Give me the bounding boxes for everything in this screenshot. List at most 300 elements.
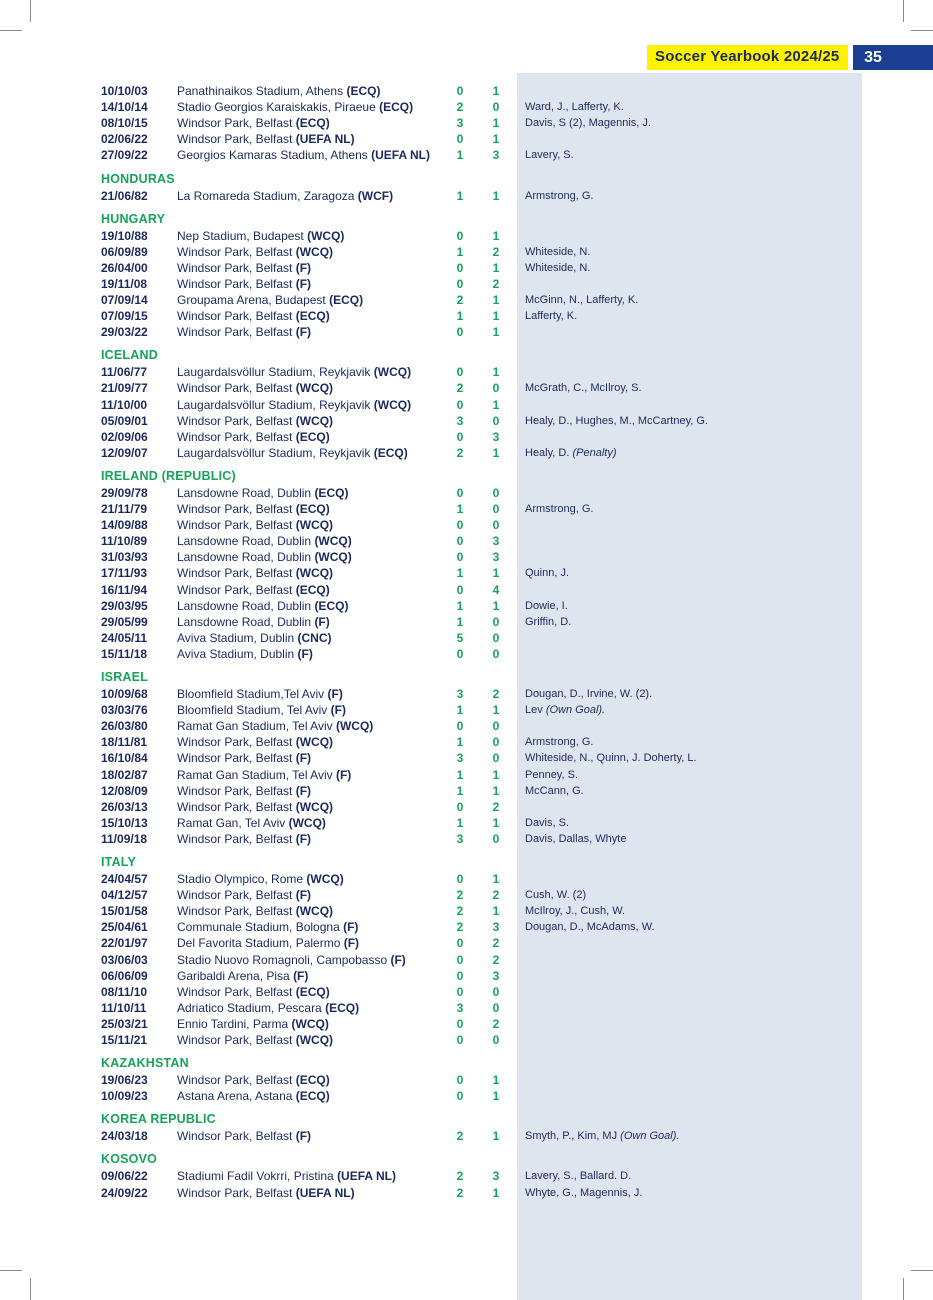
- score-opponent: 0: [492, 413, 500, 428]
- score-opponent: 0: [492, 502, 500, 516]
- score-northern-ireland: 0: [456, 1073, 464, 1088]
- country-heading: ITALY: [101, 855, 137, 869]
- match-row: [0, 533, 933, 549]
- match-venue: Lansdowne Road, Dublin (ECQ): [177, 485, 349, 500]
- score-northern-ireland: 0: [456, 1016, 464, 1031]
- goal-scorers: Armstrong, G.: [525, 503, 594, 515]
- match-row: [0, 686, 933, 702]
- competition-code: (WCQ): [295, 904, 334, 919]
- match-venue: Adriatico Stadium, Pescara (ECQ): [177, 1000, 360, 1015]
- match-row: [0, 485, 933, 501]
- match-venue: Ramat Gan Stadium, Tel Aviv (F): [177, 767, 352, 782]
- score-opponent: 0: [492, 381, 500, 396]
- match-date: 29/09/78: [101, 485, 148, 500]
- match-row: [0, 871, 933, 887]
- match-venue: Garibaldi Arena, Pisa (F): [177, 968, 309, 983]
- goal-scorers: Healy, D. (Penalty): [525, 446, 617, 459]
- competition-code: (F): [343, 920, 359, 935]
- score-northern-ireland: 2: [456, 100, 464, 115]
- match-date: 29/03/22: [101, 325, 148, 340]
- match-venue: Windsor Park, Belfast (F): [177, 751, 312, 766]
- score-opponent: 1: [492, 703, 500, 718]
- competition-code: (ECQ): [329, 293, 364, 307]
- match-venue: Windsor Park, Belfast (WCQ): [177, 566, 334, 581]
- match-row: [0, 549, 933, 565]
- match-date: 19/06/23: [101, 1073, 148, 1088]
- match-venue: Lansdowne Road, Dublin (WCQ): [177, 550, 352, 565]
- page-number: 35: [864, 49, 882, 66]
- score-opponent: 1: [492, 783, 500, 798]
- match-date: 11/09/18: [101, 831, 148, 846]
- competition-code: (F): [295, 831, 312, 846]
- match-venue: Bloomfield Stadium, Tel Aviv (F): [177, 703, 346, 718]
- match-venue: Windsor Park, Belfast (ECQ): [177, 502, 330, 516]
- match-row: [0, 260, 933, 276]
- match-row: [0, 292, 933, 308]
- score-opponent: 2: [492, 888, 500, 903]
- score-northern-ireland: 0: [456, 429, 464, 444]
- competition-code: (ECQ): [295, 1073, 330, 1088]
- match-row: [0, 935, 933, 951]
- country-heading: IRELAND (REPUBLIC): [101, 468, 236, 483]
- competition-code: (WCQ): [314, 534, 352, 549]
- score-northern-ireland: 1: [456, 188, 464, 203]
- score-northern-ireland: 1: [456, 148, 464, 163]
- score-northern-ireland: 0: [456, 485, 464, 500]
- score-opponent: 1: [492, 397, 500, 412]
- match-date: 15/11/18: [101, 646, 148, 661]
- score-opponent: 0: [492, 831, 500, 846]
- competition-code: (ECQ): [295, 582, 330, 597]
- score-opponent: 1: [492, 1185, 500, 1200]
- goal-scorers: Penney, S.: [525, 768, 578, 781]
- competition-code: (WCQ): [373, 397, 412, 412]
- match-row: [0, 501, 933, 517]
- match-venue: Ennio Tardini, Parma (WCQ): [177, 1016, 329, 1031]
- match-row: [0, 1088, 933, 1104]
- competition-code: (ECQ): [295, 502, 330, 516]
- score-northern-ireland: 0: [456, 518, 464, 533]
- competition-code: (UEFA NL): [295, 132, 355, 147]
- score-opponent: 3: [492, 550, 500, 565]
- competition-code: (WCQ): [288, 815, 326, 830]
- goal-scorers: Lafferty, K.: [525, 310, 578, 323]
- match-venue: Lansdowne Road, Dublin (F): [177, 614, 330, 629]
- score-northern-ireland: 2: [456, 920, 464, 935]
- competition-code: (ECQ): [295, 429, 330, 444]
- match-date: 25/04/61: [101, 920, 148, 935]
- match-venue: Panathinaikos Stadium, Athens (ECQ): [177, 84, 381, 98]
- score-opponent: 3: [492, 429, 500, 444]
- score-opponent: 1: [492, 116, 500, 131]
- competition-code: (ECQ): [379, 100, 414, 115]
- crop-mark: [903, 0, 904, 22]
- match-venue: Communale Stadium, Bologna (F): [177, 920, 359, 935]
- goal-scorers: Quinn, J.: [525, 567, 570, 580]
- score-opponent: 2: [492, 244, 500, 259]
- match-date: 08/11/10: [101, 984, 148, 999]
- competition-code: (WCQ): [291, 1016, 329, 1031]
- match-date: 27/09/22: [101, 148, 148, 163]
- score-northern-ireland: 1: [456, 244, 464, 259]
- match-venue: Laugardalsvöllur Stadium, Reykjavik (ECQ): [177, 445, 408, 460]
- score-northern-ireland: 0: [456, 968, 464, 983]
- match-row: [0, 324, 933, 340]
- crop-mark: [903, 1278, 904, 1300]
- country-heading: KOREA REPUBLIC: [101, 1112, 216, 1127]
- goal-scorers: Griffin, D.: [525, 615, 572, 628]
- match-row: [0, 445, 933, 461]
- competition-code: (WCQ): [295, 518, 334, 533]
- match-venue: Del Favorita Stadium, Palermo (F): [177, 936, 360, 951]
- match-venue: Windsor Park, Belfast (F): [177, 260, 312, 275]
- goal-scorers: Whiteside, N.: [525, 245, 591, 258]
- goal-scorers: Ward, J., Lafferty, K.: [525, 101, 624, 114]
- score-opponent: 0: [492, 646, 500, 661]
- match-date: 25/03/21: [101, 1016, 148, 1031]
- competition-code: (F): [297, 646, 313, 661]
- match-date: 18/11/81: [101, 735, 148, 750]
- match-row: [0, 380, 933, 396]
- match-venue: Aviva Stadium, Dublin (CNC): [177, 630, 332, 645]
- score-northern-ireland: 0: [456, 397, 464, 412]
- competition-code: (UEFA NL): [337, 1169, 396, 1184]
- match-date: 06/09/89: [101, 244, 148, 259]
- match-venue: Windsor Park, Belfast (F): [177, 888, 312, 903]
- score-opponent: 1: [492, 228, 500, 243]
- competition-code: (ECQ): [325, 1000, 360, 1015]
- match-date: 24/03/18: [101, 1129, 148, 1144]
- match-date: 15/10/13: [101, 815, 148, 830]
- match-venue: Windsor Park, Belfast (UEFA NL): [177, 1185, 355, 1200]
- goal-scorers: Whiteside, N., Quinn, J. Doherty, L.: [525, 752, 697, 765]
- match-date: 29/05/99: [101, 614, 148, 629]
- score-opponent: 2: [492, 799, 500, 814]
- score-opponent: 1: [492, 1073, 500, 1088]
- goal-scorers: Davis, Dallas, Whyte: [525, 832, 627, 845]
- match-date: 06/06/09: [101, 968, 148, 983]
- crop-mark: [0, 30, 22, 31]
- match-venue: Stadio Nuovo Romagnoli, Campobasso (F): [177, 952, 406, 967]
- match-date: 14/10/14: [101, 100, 148, 115]
- score-opponent: 2: [492, 1016, 500, 1031]
- competition-code: (ECQ): [295, 1089, 330, 1104]
- goal-scorers: Dougan, D., Irvine, W. (2).: [525, 688, 653, 700]
- match-row: [0, 630, 933, 646]
- score-northern-ireland: 3: [456, 1000, 464, 1015]
- match-date: 10/10/03: [101, 84, 148, 98]
- country-heading: KAZAKHSTAN: [101, 1056, 189, 1071]
- competition-code: (WCQ): [373, 365, 412, 380]
- score-northern-ireland: 3: [456, 831, 464, 846]
- goal-scorers: Smyth, P., Kim, MJ (Own Goal).: [525, 1130, 680, 1143]
- page-header-title: Soccer Yearbook 2024/25: [655, 48, 840, 65]
- competition-code: (WCQ): [314, 550, 352, 565]
- crop-mark: [911, 30, 933, 31]
- score-northern-ireland: 2: [456, 293, 464, 307]
- score-opponent: 1: [492, 260, 500, 275]
- score-opponent: 2: [492, 276, 500, 291]
- goal-scorers: Davis, S.: [525, 816, 570, 829]
- match-venue: Windsor Park, Belfast (F): [177, 325, 312, 340]
- score-northern-ireland: 1: [456, 703, 464, 718]
- match-row: [0, 83, 933, 99]
- match-row: [0, 1128, 933, 1144]
- score-opponent: 3: [492, 534, 500, 549]
- competition-code: (WCQ): [307, 228, 345, 243]
- score-northern-ireland: 1: [456, 783, 464, 798]
- match-date: 09/06/22: [101, 1169, 148, 1184]
- score-opponent: 1: [492, 325, 500, 340]
- match-date: 19/10/88: [101, 228, 148, 243]
- match-date: 03/06/03: [101, 952, 148, 967]
- match-row: [0, 99, 933, 115]
- goal-scorers: Dowie, I.: [525, 599, 568, 612]
- score-opponent: 0: [492, 1033, 500, 1047]
- goal-scorers: McIlroy, J., Cush, W.: [525, 905, 626, 918]
- match-venue: Groupama Arena, Budapest (ECQ): [177, 293, 364, 307]
- score-northern-ireland: 0: [456, 325, 464, 340]
- score-northern-ireland: 1: [456, 502, 464, 516]
- match-venue: Windsor Park, Belfast (WCQ): [177, 518, 334, 533]
- match-date: 04/12/57: [101, 888, 148, 903]
- score-northern-ireland: 0: [456, 646, 464, 661]
- score-opponent: 2: [492, 687, 500, 701]
- match-venue: Windsor Park, Belfast (WCQ): [177, 904, 334, 919]
- goal-scorers: Healy, D., Hughes, M., McCartney, G.: [525, 414, 708, 427]
- score-northern-ireland: 0: [456, 276, 464, 291]
- match-date: 21/11/79: [101, 502, 148, 516]
- match-date: 10/09/68: [101, 687, 148, 701]
- goal-scorers: Whyte, G., Magennis, J.: [525, 1186, 643, 1199]
- match-row: [0, 952, 933, 968]
- match-venue: La Romareda Stadium, Zaragoza (WCF): [177, 188, 394, 203]
- competition-code: (ECQ): [295, 984, 330, 999]
- score-opponent: 2: [492, 952, 500, 967]
- match-date: 11/10/89: [101, 534, 148, 549]
- match-row: [0, 1072, 933, 1088]
- match-venue: Windsor Park, Belfast (WCQ): [177, 799, 334, 814]
- crop-mark: [911, 1270, 933, 1271]
- score-northern-ireland: 2: [456, 381, 464, 396]
- match-venue: Laugardalsvöllur Stadium, Reykjavik (WCQ): [177, 365, 412, 380]
- score-opponent: 1: [492, 598, 500, 613]
- competition-code: (UEFA NL): [295, 1185, 355, 1200]
- score-northern-ireland: 2: [456, 1185, 464, 1200]
- competition-code: (F): [295, 260, 312, 275]
- score-northern-ireland: 2: [456, 1169, 464, 1184]
- match-venue: Windsor Park, Belfast (ECQ): [177, 309, 330, 324]
- competition-code: (WCQ): [295, 244, 334, 259]
- score-opponent: 1: [492, 872, 500, 886]
- score-opponent: 3: [492, 920, 500, 935]
- match-date: 21/06/82: [101, 188, 148, 203]
- score-opponent: 1: [492, 365, 500, 380]
- match-venue: Windsor Park, Belfast (WCQ): [177, 381, 334, 396]
- score-opponent: 1: [492, 84, 500, 98]
- goal-scorers: Lavery, S., Ballard. D.: [525, 1170, 632, 1183]
- match-row: [0, 276, 933, 292]
- scorer-note: (Penalty): [572, 446, 617, 459]
- score-northern-ireland: 3: [456, 751, 464, 766]
- competition-code: (F): [390, 952, 406, 967]
- match-row: [0, 815, 933, 831]
- score-northern-ireland: 0: [456, 365, 464, 380]
- match-venue: Georgios Kamaras Stadium, Athens (UEFA NL): [177, 148, 430, 163]
- score-northern-ireland: 5: [456, 630, 464, 645]
- match-venue: Windsor Park, Belfast (F): [177, 276, 312, 291]
- goal-scorers: Lavery, S.: [525, 149, 574, 162]
- match-date: 16/10/84: [101, 751, 148, 766]
- crop-mark: [30, 0, 31, 22]
- score-opponent: 1: [492, 293, 500, 307]
- match-row: [0, 1000, 933, 1016]
- match-row: [0, 565, 933, 581]
- match-date: 12/09/07: [101, 445, 148, 460]
- score-northern-ireland: 1: [456, 735, 464, 750]
- competition-code: (F): [335, 767, 352, 782]
- country-heading: ISRAEL: [101, 670, 149, 684]
- match-venue: Windsor Park, Belfast (F): [177, 1129, 312, 1144]
- score-northern-ireland: 0: [456, 84, 464, 98]
- score-northern-ireland: 0: [456, 984, 464, 999]
- match-row: [0, 887, 933, 903]
- goal-scorers: McGinn, N., Lafferty, K.: [525, 294, 639, 306]
- score-opponent: 1: [492, 767, 500, 782]
- score-opponent: 3: [492, 148, 500, 163]
- match-row: [0, 646, 933, 662]
- match-row: [0, 413, 933, 429]
- match-date: 05/09/01: [101, 413, 148, 428]
- match-venue: Ramat Gan, Tel Aviv (WCQ): [177, 815, 326, 830]
- match-venue: Bloomfield Stadium,Tel Aviv (F): [177, 687, 343, 701]
- match-date: 02/06/22: [101, 132, 148, 147]
- competition-code: (WCQ): [295, 381, 334, 396]
- match-date: 15/01/58: [101, 904, 148, 919]
- page-number-box: [853, 45, 933, 70]
- match-date: 31/03/93: [101, 550, 148, 565]
- match-row: [0, 799, 933, 815]
- match-date: 14/09/88: [101, 518, 148, 533]
- goal-scorers: Cush, W. (2): [525, 889, 587, 902]
- score-northern-ireland: 1: [456, 309, 464, 324]
- competition-code: (ECQ): [314, 485, 349, 500]
- competition-code: (F): [295, 325, 312, 340]
- goal-scorers: Dougan, D., McAdams, W.: [525, 921, 655, 934]
- score-opponent: 1: [492, 566, 500, 581]
- match-row: [0, 147, 933, 163]
- match-date: 29/03/95: [101, 598, 148, 613]
- score-northern-ireland: 3: [456, 413, 464, 428]
- score-opponent: 2: [492, 936, 500, 951]
- competition-code: (WCQ): [295, 1033, 334, 1047]
- match-venue: Windsor Park, Belfast (ECQ): [177, 429, 330, 444]
- match-row: [0, 1185, 933, 1201]
- match-row: [0, 517, 933, 533]
- goal-scorers: Armstrong, G.: [525, 189, 594, 202]
- score-opponent: 4: [492, 582, 500, 597]
- competition-code: (F): [295, 276, 312, 291]
- match-venue: Windsor Park, Belfast (F): [177, 831, 312, 846]
- match-date: 03/03/76: [101, 703, 148, 718]
- score-opponent: 0: [492, 630, 500, 645]
- score-northern-ireland: 1: [456, 815, 464, 830]
- competition-code: (F): [330, 703, 346, 718]
- country-heading: KOSOVO: [101, 1152, 158, 1167]
- score-opponent: 0: [492, 735, 500, 750]
- match-venue: Windsor Park, Belfast (WCQ): [177, 1033, 334, 1047]
- score-northern-ireland: 1: [456, 614, 464, 629]
- goal-scorers: Whiteside, N.: [525, 261, 591, 274]
- competition-code: (F): [293, 968, 309, 983]
- match-date: 12/08/09: [101, 783, 148, 798]
- match-venue: Lansdowne Road, Dublin (WCQ): [177, 534, 352, 549]
- match-row: [0, 750, 933, 766]
- competition-code: (F): [327, 687, 343, 701]
- match-date: 08/10/15: [101, 116, 148, 131]
- score-opponent: 1: [492, 309, 500, 324]
- competition-code: (F): [295, 751, 312, 766]
- match-venue: Stadio Olympico, Rome (WCQ): [177, 872, 344, 886]
- match-date: 24/04/57: [101, 872, 148, 886]
- score-opponent: 1: [492, 188, 500, 203]
- score-northern-ireland: 2: [456, 888, 464, 903]
- competition-code: (ECQ): [373, 445, 408, 460]
- match-venue: Stadiumi Fadil Vokrri, Pristina (UEFA NL): [177, 1169, 396, 1184]
- match-venue: Windsor Park, Belfast (ECQ): [177, 116, 330, 131]
- match-date: 07/09/14: [101, 293, 148, 307]
- match-venue: Windsor Park, Belfast (WCQ): [177, 244, 334, 259]
- match-date: 15/11/21: [101, 1033, 148, 1047]
- score-opponent: 3: [492, 1169, 500, 1184]
- match-date: 11/10/00: [101, 397, 148, 412]
- match-date: 26/03/80: [101, 719, 148, 734]
- match-row: [0, 1168, 933, 1184]
- competition-code: (WCQ): [295, 413, 334, 428]
- match-row: [0, 702, 933, 718]
- score-opponent: 0: [492, 719, 500, 734]
- score-northern-ireland: 0: [456, 582, 464, 597]
- score-opponent: 0: [492, 1000, 500, 1015]
- crop-mark: [30, 1278, 31, 1300]
- match-row: [0, 718, 933, 734]
- match-row: [0, 228, 933, 244]
- score-opponent: 1: [492, 445, 500, 460]
- competition-code: (UEFA NL): [371, 148, 430, 163]
- match-venue: Windsor Park, Belfast (ECQ): [177, 1073, 330, 1088]
- score-northern-ireland: 0: [456, 936, 464, 951]
- scorer-note: (Own Goal).: [620, 1130, 680, 1143]
- competition-code: (F): [295, 783, 312, 798]
- match-venue: Astana Arena, Astana (ECQ): [177, 1089, 330, 1104]
- match-venue: Windsor Park, Belfast (ECQ): [177, 582, 330, 597]
- match-date: 18/02/87: [101, 767, 148, 782]
- goal-scorers: McCann, G.: [525, 784, 584, 797]
- match-row: [0, 115, 933, 131]
- score-northern-ireland: 0: [456, 952, 464, 967]
- competition-code: (WCQ): [295, 735, 334, 750]
- competition-code: (F): [343, 936, 360, 951]
- country-heading: ICELAND: [101, 348, 158, 363]
- country-heading: HONDURAS: [101, 171, 175, 186]
- match-row: [0, 614, 933, 630]
- match-row: [0, 131, 933, 147]
- match-date: 17/11/93: [101, 566, 148, 581]
- competition-code: (WCF): [357, 188, 394, 203]
- match-date: 11/06/77: [101, 365, 148, 380]
- match-date: 24/05/11: [101, 630, 148, 645]
- match-date: 10/09/23: [101, 1089, 148, 1104]
